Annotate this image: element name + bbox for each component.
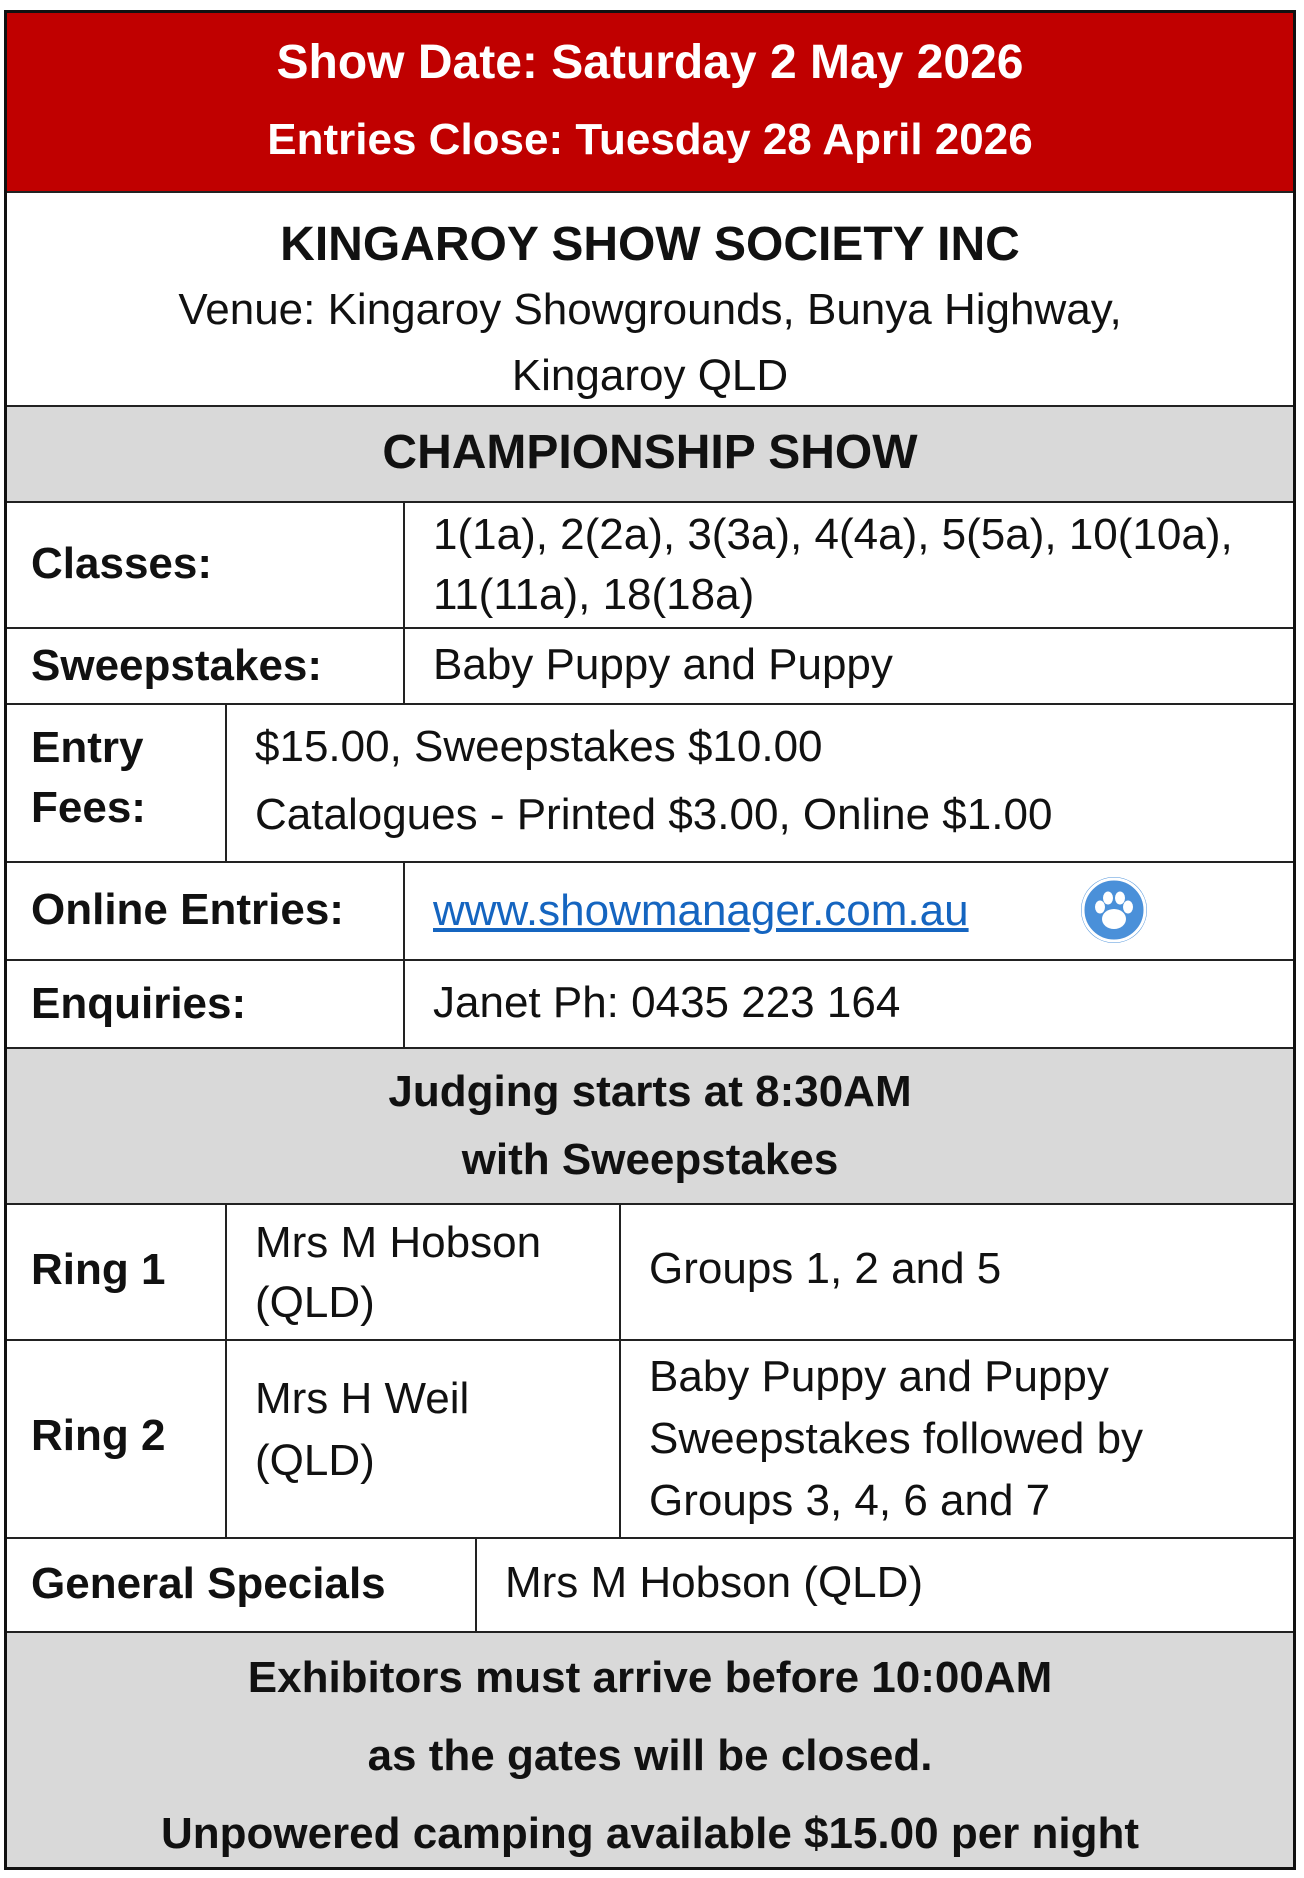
enquiries-label: Enquiries: xyxy=(31,979,247,1028)
classes-line-1: 1(1a), 2(2a), 3(3a), 4(4a), 5(5a), 10(10a), xyxy=(433,510,1233,559)
general-specials-label: General Specials xyxy=(31,1559,386,1608)
sweepstakes-row xyxy=(7,629,1293,705)
paw-icon[interactable] xyxy=(1081,877,1147,943)
header-banner xyxy=(7,13,1293,193)
general-specials-row xyxy=(7,1539,1293,1633)
society-name: KINGAROY SHOW SOCIETY INC xyxy=(280,218,1020,271)
footer-line-3: Unpowered camping available $15.00 per night xyxy=(160,1809,1140,1858)
judging-line-1: Judging starts at 8:30AM xyxy=(388,1067,912,1116)
venue-line-1: Venue: Kingaroy Showgrounds, Bunya Highway, xyxy=(178,285,1122,334)
footer-line-2: as the gates will be closed. xyxy=(367,1731,933,1780)
ring-1-judge-line-1: Mrs M Hobson xyxy=(255,1218,542,1267)
enquiries-value: Janet Ph: 0435 223 164 xyxy=(433,978,901,1027)
ring-2-row xyxy=(7,1341,1293,1539)
classes-label: Classes: xyxy=(31,539,213,588)
classes-line-2: 11(11a), 18(18a) xyxy=(433,570,755,619)
entry-fees-label-1: Entry xyxy=(31,723,144,772)
judging-section xyxy=(7,1049,1293,1205)
entry-fees-line-1: $15.00, Sweepstakes $10.00 xyxy=(255,722,823,771)
show-type-section xyxy=(7,407,1293,503)
ring-2-groups-line-2: Sweepstakes followed by xyxy=(649,1414,1144,1463)
sweepstakes-value: Baby Puppy and Puppy xyxy=(433,640,893,689)
venue-line-2: Kingaroy QLD xyxy=(511,351,789,400)
ring-1-row xyxy=(7,1205,1293,1341)
online-entries-row xyxy=(7,863,1293,961)
footer-notice xyxy=(7,1633,1293,1867)
classes-row xyxy=(7,503,1293,629)
show-date: Show Date: Saturday 2 May 2026 xyxy=(276,36,1024,89)
ring-2-judge-line-2: (QLD) xyxy=(255,1436,375,1485)
show-type: CHAMPIONSHIP SHOW xyxy=(382,426,918,479)
ring-2-judge-line-1: Mrs H Weil xyxy=(255,1374,470,1423)
showmanager-link[interactable]: www.showmanager.com.au xyxy=(433,886,969,935)
general-specials-value: Mrs M Hobson (QLD) xyxy=(505,1558,924,1607)
enquiries-row xyxy=(7,961,1293,1049)
sweepstakes-label: Sweepstakes: xyxy=(31,641,323,690)
online-entries-label: Online Entries: xyxy=(31,885,344,934)
entry-fees-label-2: Fees: xyxy=(31,783,146,832)
ring-1-judge-line-2: (QLD) xyxy=(255,1278,375,1327)
ring-1-label: Ring 1 xyxy=(31,1245,166,1294)
entry-fees-line-2: Catalogues - Printed $3.00, Online $1.00 xyxy=(255,790,1053,839)
ring-1-groups: Groups 1, 2 and 5 xyxy=(649,1244,1002,1293)
entry-fees-row xyxy=(7,705,1293,863)
society-section xyxy=(7,193,1293,407)
ring-2-groups-line-3: Groups 3, 4, 6 and 7 xyxy=(649,1476,1051,1525)
entries-close: Entries Close: Tuesday 28 April 2026 xyxy=(267,115,1033,164)
judging-line-2: with Sweepstakes xyxy=(461,1135,839,1184)
ring-2-groups-line-1: Baby Puppy and Puppy xyxy=(649,1352,1109,1401)
show-schedule-card xyxy=(4,10,1296,1870)
ring-2-label: Ring 2 xyxy=(31,1411,166,1460)
footer-line-1: Exhibitors must arrive before 10:00AM xyxy=(247,1653,1053,1702)
